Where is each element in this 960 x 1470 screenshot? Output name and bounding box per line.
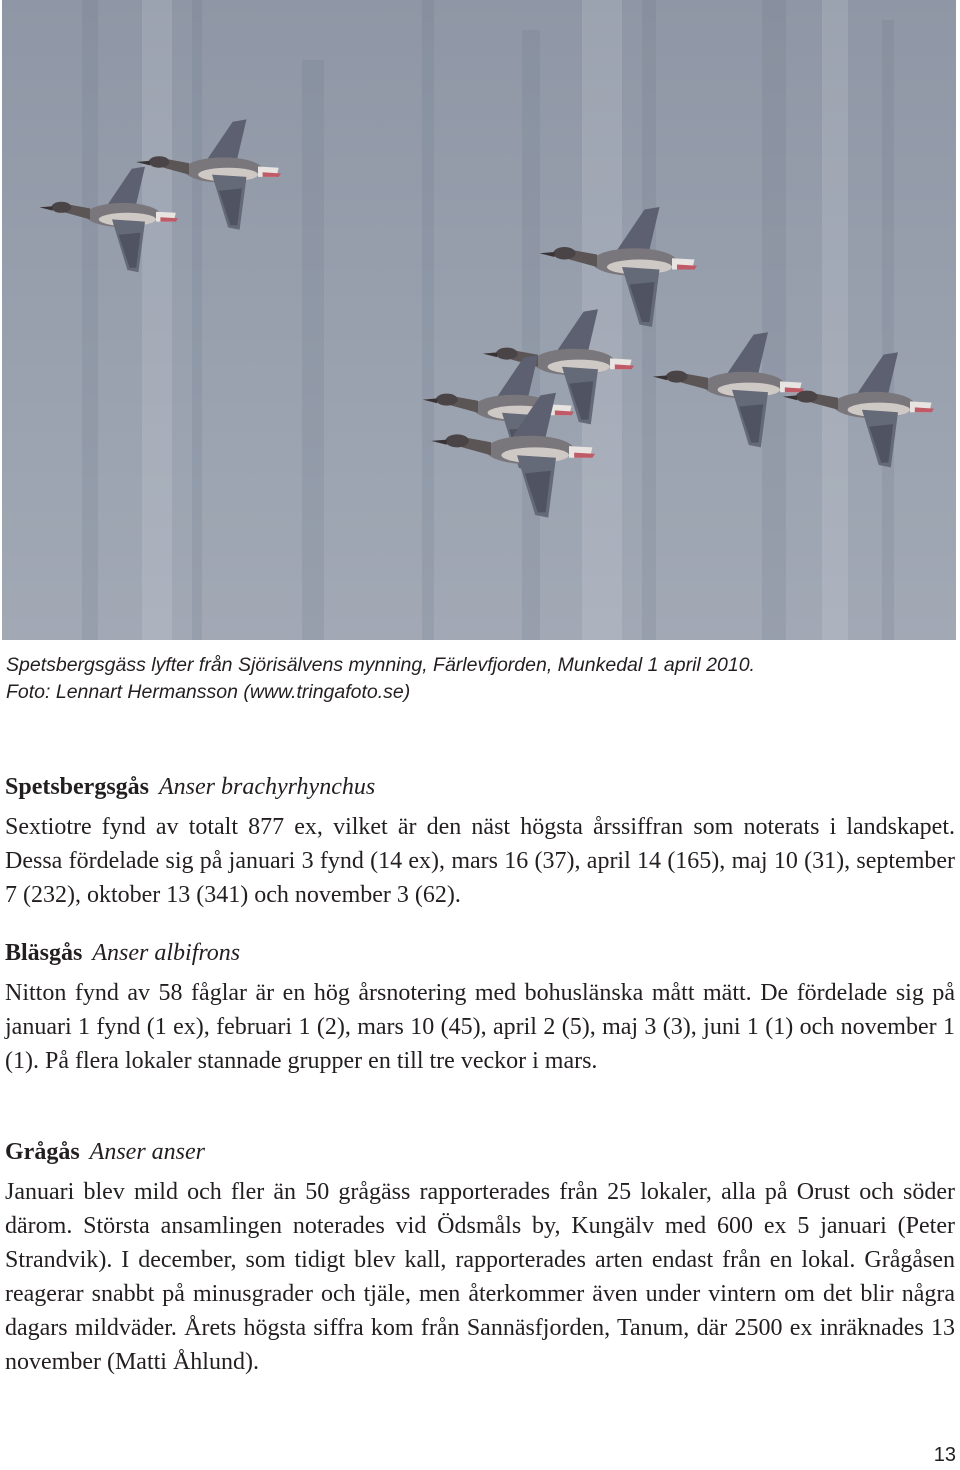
species-latin-name: Anser brachyrhynchus: [159, 774, 376, 800]
species-common-name: Spetsbergsgås: [5, 774, 150, 800]
species-paragraph: Januari blev mild och fler än 50 grågäss rapporterades från 25 lokaler, alla på Orust och söder därom. Största ansamlingen noterades vid Ödsmåls by, Kungälv med 600 ex 5 januari (Peter Strandvik). I december, som tidigt blev kall, rapporterades arten endast från en lokal. Grågåsen reagerar snabbt på minusgrader och tjäle, men återkommer även under vintern om det blir några dagars mildväder. Årets högsta siffra kom från Sannäsfjorden, Tanum, där 2500 ex inräknades 13 november (Matti Åhlund).: [5, 1179, 955, 1375]
species-latin-name: Anser anser: [89, 1139, 205, 1165]
species-latin-name: Anser albifrons: [92, 940, 241, 966]
species-text: [5, 810, 955, 912]
photo-caption: [6, 652, 946, 706]
species-section-gragas: [5, 1135, 955, 1379]
page-number: 13: [933, 1444, 956, 1466]
caption-line-2: Foto: Lennart Hermansson (www.tringafoto.se): [6, 681, 411, 703]
species-text: [5, 1175, 955, 1379]
species-common-name: Bläsgås: [5, 940, 83, 966]
species-section-blasgas: [5, 936, 955, 1078]
species-heading: [5, 770, 955, 804]
goose-photo: [2, 0, 956, 640]
species-heading: [5, 1135, 955, 1169]
species-text: [5, 976, 955, 1078]
species-paragraph: Nitton fynd av 58 fåglar är en hög årsnotering med bohuslänska mått mätt. De fördelade sig på januari 1 fynd (1 ex), februari 1 (2), mars 10 (45), april 2 (5), maj 3 (3), juni 1 (1) och november 1 (1). På flera lokaler stannade grupper en till tre veckor i mars.: [5, 980, 955, 1074]
species-common-name: Grågås: [5, 1139, 80, 1165]
species-heading: [5, 936, 955, 970]
species-section-spetsbergsgas: [5, 770, 955, 912]
species-paragraph: Sextiotre fynd av totalt 877 ex, vilket är den näst högsta årssiffran som noterats i landskapet. Dessa fördelade sig på januari 3 fynd (14 ex), mars 16 (37), april 14 (165), maj 10 (31), september 7 (232), oktober 13 (341) och november 3 (62).: [5, 814, 955, 908]
caption-line-1: Spetsbergsgäss lyfter från Sjörisälvens mynning, Färlevfjorden, Munkedal 1 april 2010.: [6, 654, 755, 676]
